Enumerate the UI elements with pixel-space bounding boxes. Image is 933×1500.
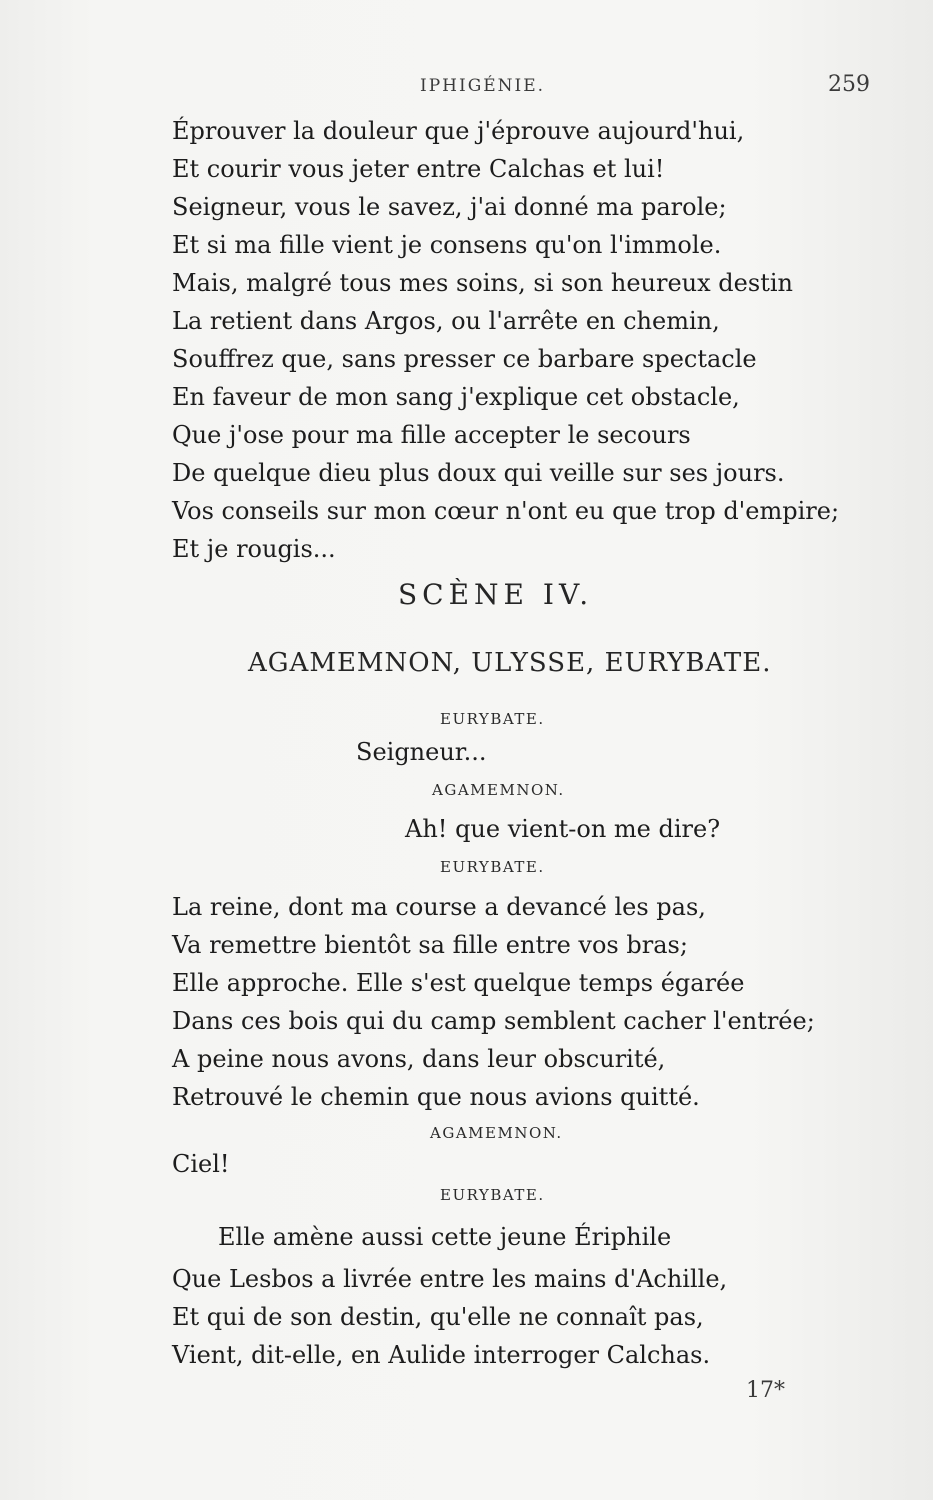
speaker-name: EURYBATE. [440,858,545,876]
verse-line: Retrouvé le chemin que nous avions quitté. [172,1083,700,1111]
verse-line: Et qui de son destin, qu'elle ne connaît pas, [172,1303,704,1331]
scene-characters: AGAMEMNON, ULYSSE, EURYBATE. [248,648,772,678]
signature-mark: 17* [746,1378,785,1403]
verse-line: Et courir vous jeter entre Calchas et lui! [172,155,665,183]
speaker-name: EURYBATE. [440,1186,545,1204]
verse-line: Et je rougis... [172,535,336,563]
verse-line: Éprouver la douleur que j'éprouve aujourd'hui, [172,117,745,145]
verse-block-3-first-line [218,1218,671,1256]
verse-line: La reine, dont ma course a devancé les pas, [172,893,706,921]
verse-line: Vient, dit-elle, en Aulide interroger Calchas. [172,1341,711,1369]
verse-line: Elle amène aussi cette jeune Ériphile [218,1223,672,1251]
speaker-name: AGAMEMNON. [430,1124,563,1142]
verse-line: La retient dans Argos, ou l'arrête en chemin, [172,307,720,335]
scene-heading: SCÈNE IV. [398,578,594,611]
verse-line: Va remettre bientôt sa fille entre vos bras; [172,931,688,959]
verse-line: Dans ces bois qui du camp semblent cacher l'entrée; [172,1007,815,1035]
verse-line: Souffrez que, sans presser ce barbare spectacle [172,345,757,373]
verse-line: Seigneur, vous le savez, j'ai donné ma parole; [172,193,727,221]
verse-line: Mais, malgré tous mes soins, si son heureux destin [172,269,793,297]
verse-block-3 [172,1260,727,1374]
speech-line: Seigneur... [356,738,487,766]
verse-line: Que j'ose pour ma fille accepter le secours [172,421,691,449]
verse-line: Vos conseils sur mon cœur n'ont eu que trop d'empire; [172,497,840,525]
verse-block-2 [172,888,815,1116]
speech-line: Ciel! [172,1150,230,1178]
verse-line: En faveur de mon sang j'explique cet obstacle, [172,383,740,411]
verse-line: Que Lesbos a livrée entre les mains d'Achille, [172,1265,728,1293]
speaker-name: AGAMEMNON. [432,781,565,799]
verse-line: A peine nous avons, dans leur obscurité, [172,1045,666,1073]
verse-line: De quelque dieu plus doux qui veille sur ses jours. [172,459,785,487]
speech-line: Ah! que vient-on me dire? [405,815,721,843]
page-number: 259 [828,72,870,97]
verse-line: Elle approche. Elle s'est quelque temps égarée [172,969,745,997]
verse-line: Et si ma fille vient je consens qu'on l'immole. [172,231,722,259]
verse-block-1 [172,112,839,568]
running-header-title: IPHIGÉNIE. [420,76,546,96]
speaker-name: EURYBATE. [440,710,545,728]
